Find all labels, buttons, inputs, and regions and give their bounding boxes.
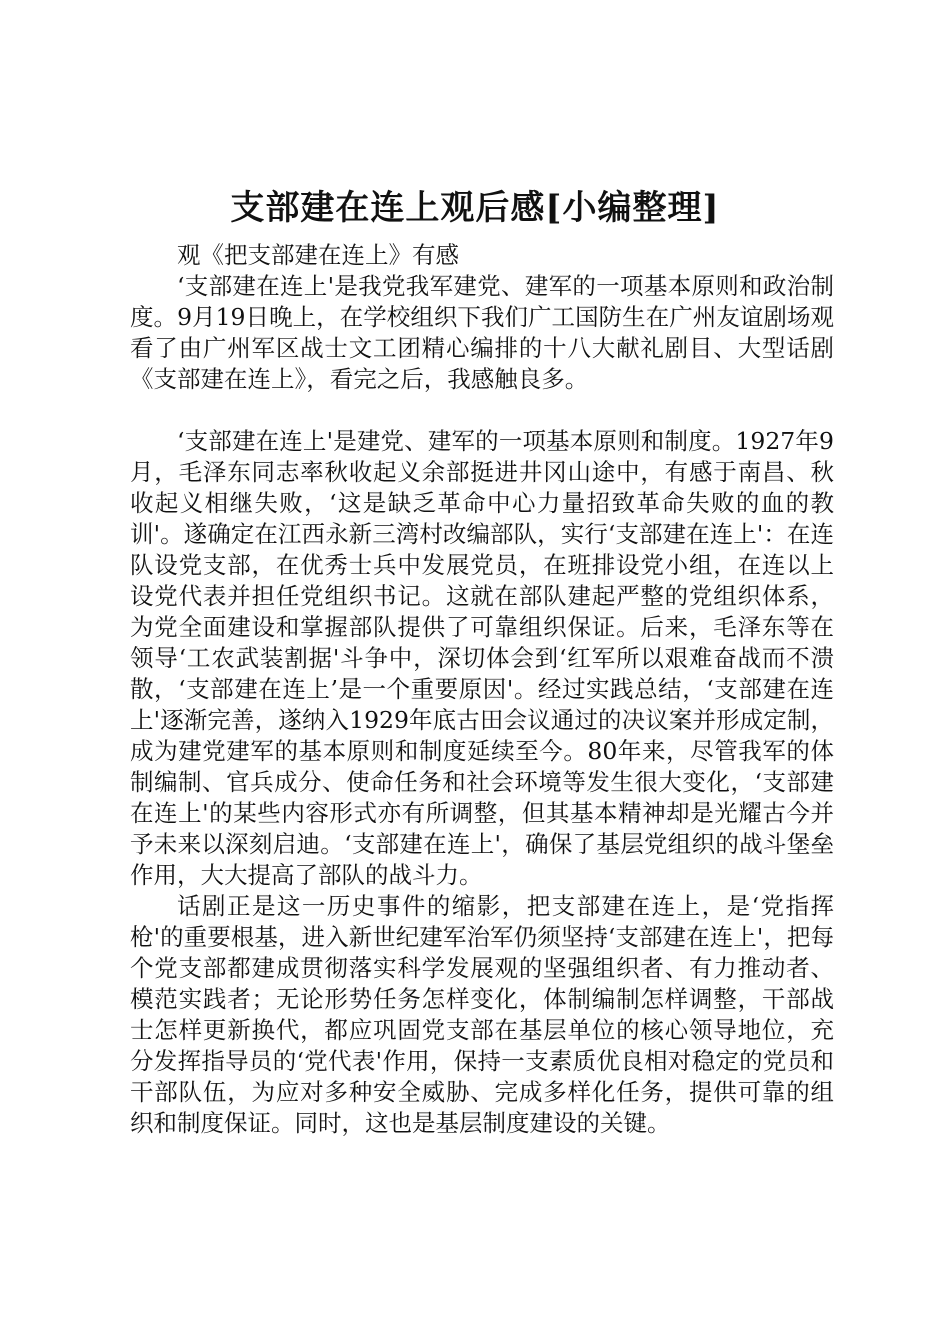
paragraph-3: 话剧正是这一历史事件的缩影，把支部建在连上，是‘党指挥枪'的重要根基，进入新世纪建军治军仍须坚持‘支部建在连上'，把每个党支部都建成贯彻落实科学发展观的坚强组织者、有力推动者、模范实践者；无论形势任务怎样变化，体制编制怎样调整，干部战士怎样更新换代，都应巩固党支部在基层单位的核心领导地位，充分发挥指导员的‘党代表'作用，保持一支素质优良相对稳定的党员和干部队伍，为应对多种安全威胁、完成多样化任务，提供可靠的组织和制度保证。同时，这也是基层制度建设的关键。: [130, 892, 834, 1137]
document-subtitle: 观《把支部建在连上》有感: [177, 241, 459, 269]
paragraph-2: ‘支部建在连上'是建党、建军的一项基本原则和制度。1927年9月，毛泽东同志率秋收起义余部挺进井冈山途中，有感于南昌、秋收起义相继失败，‘这是缺乏革命中心力量招致革命失败的血的教训'。遂确定在江西永新三湾村改编部队，实行‘支部建在连上'：在连队设党支部，在优秀士兵中发展党员，在班排设党小组，在连以上设党代表并担任党组织书记。这就在部队建起严整的党组织体系，为党全面建设和掌握部队提供了可靠组织保证。后来，毛泽东等在领导‘工农武装割据'斗争中，深切体会到‘红军所以艰难奋战而不溃散，‘支部建在连上’是一个重要原因'。经过实践总结，‘支部建在连上'逐渐完善，遂纳入1929年底古田会议通过的决议案并形成定制，成为建党建军的基本原则和制度延续至今。80年来，尽管我军的体制编制、官兵成分、使命任务和社会环境等发生很大变化，‘支部建在连上'的某些内容形式亦有所调整，但其基本精神却是光耀古今并予未来以深刻启迪。‘支部建在连上'，确保了基层党组织的战斗堡垒作用，大大提高了部队的战斗力。: [130, 427, 834, 889]
document-title: 支部建在连上观后感[小编整理]: [230, 188, 720, 228]
document-body: [130, 240, 834, 1139]
paragraph-1: ‘支部建在连上'是我党我军建党、建军的一项基本原则和政治制度。9月19日晚上，在学校组织下我们广工国防生在广州友谊剧场观看了由广州军区战士文工团精心编排的十八大献礼剧目、大型话剧《支部建在连上》，看完之后，我感触良多。: [130, 272, 834, 393]
paragraph-spacer: [130, 395, 834, 426]
